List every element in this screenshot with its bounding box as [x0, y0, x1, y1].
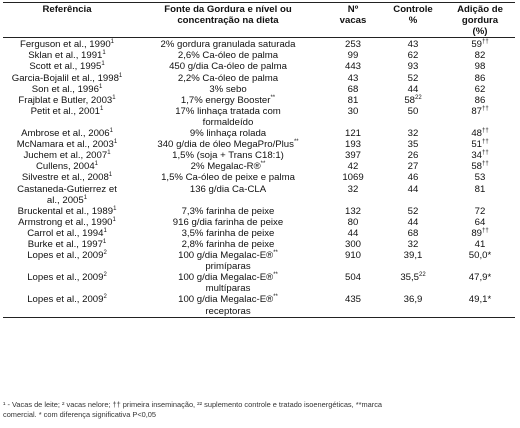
table-row: [3, 84, 515, 95]
fonte-cell: receptoras: [131, 306, 325, 318]
adicao-cell: 98: [474, 61, 486, 73]
n-vacas-cell: 504: [344, 272, 361, 284]
adicao-cell: [445, 283, 515, 294]
n-vacas-cell: 44: [347, 227, 359, 239]
table-row: [3, 128, 515, 139]
n-vacas-cell: 80: [347, 216, 359, 228]
controle-cell: $58^{22}$: [404, 94, 422, 106]
ref-cell: Ferguson et al., 1990$^1$: [19, 39, 114, 51]
footnote-line-1: ¹ - Vacas de leite; ² vacas nelore; †† primeira inseminação, ²² suplemento controle e tratado isoenergéticas, **marca: [3, 400, 383, 409]
ref-cell: Son et al., 1996$^1$: [31, 83, 103, 95]
header-referencia: Referência: [42, 4, 92, 15]
table-row: [3, 117, 515, 128]
ref-cell: Bruckental et al., 1989$^1$: [17, 205, 117, 217]
footnote-line-2: comercial. * com diferença significativa P<0,05: [3, 410, 157, 419]
fonte-cell: 7,3% farinha de peixe: [181, 205, 275, 217]
fonte-cell: 2,8% farinha de peixe: [181, 238, 275, 250]
controle-cell: 35: [407, 139, 419, 151]
table-row: [3, 61, 515, 72]
fonte-cell: [131, 195, 325, 206]
n-vacas-cell: 121: [344, 128, 361, 140]
ref-cell: Petit et al., 2001$^1$: [30, 105, 104, 117]
table-row: [3, 272, 515, 283]
table-row: [3, 306, 515, 318]
n-vacas-cell: 132: [344, 205, 361, 217]
ref-cell: Garcia-Bojalil et al., 1998$^1$: [11, 72, 123, 84]
ref-cell: Armstrong et al., 1990$^1$: [18, 216, 116, 228]
table-row: [3, 150, 515, 161]
adicao-cell: 72: [474, 205, 486, 217]
n-vacas-cell: 99: [347, 50, 359, 62]
ref-cell: Castaneda-Gutierrez et: [17, 183, 117, 195]
adicao-cell: 59††: [471, 39, 489, 51]
fonte-cell: 916 g/dia farinha de peixe: [172, 216, 284, 228]
table-row: [3, 250, 515, 261]
controle-cell: [381, 195, 445, 206]
controle-cell: [381, 261, 445, 272]
n-vacas-cell: [325, 283, 381, 294]
ref-cell: Ambrose et al., 2006$^1$: [21, 127, 113, 140]
n-vacas-cell: 43: [347, 72, 359, 84]
fonte-cell: formaldeído: [202, 116, 254, 128]
fonte-cell: 340 g/dia de óleo MegaPro/Plus**: [157, 138, 299, 151]
ref-cell: [3, 283, 131, 294]
controle-cell: 62: [407, 50, 419, 62]
fat-supplementation-table: [3, 2, 515, 318]
controle-cell: 32: [407, 238, 419, 250]
adicao-cell: 47,9*: [468, 272, 492, 284]
controle-cell: 32: [407, 128, 419, 140]
table-row: [3, 50, 515, 61]
n-vacas-cell: 32: [347, 183, 359, 195]
fonte-cell: 136 g/dia Ca-CLA: [189, 183, 267, 195]
adicao-cell: 86: [474, 94, 486, 106]
table-row: [3, 172, 515, 183]
table-row: [3, 95, 515, 106]
n-vacas-cell: 30: [347, 105, 359, 117]
ref-cell: Lopes et al., 2009$^2$: [27, 272, 107, 284]
table-row: [3, 73, 515, 84]
controle-cell: [381, 306, 445, 318]
n-vacas-cell: [325, 195, 381, 206]
header-fonte: Fonte da Gordura e nível ou concentração na dieta: [164, 4, 292, 27]
adicao-cell: [445, 261, 515, 272]
n-vacas-cell: 1069: [342, 172, 364, 184]
adicao-cell: 87††: [471, 105, 489, 117]
controle-cell: 44: [407, 183, 419, 195]
fonte-cell: 1,5% (soja + Trans C18:1): [172, 150, 284, 162]
table-row: [3, 261, 515, 272]
header-row: [3, 3, 515, 38]
adicao-cell: 48††: [471, 127, 489, 140]
controle-cell: 43: [407, 39, 419, 51]
fonte-cell: 9% linhaça rolada: [189, 128, 267, 140]
ref-cell: Silvestre et al., 2008$^1$: [21, 172, 113, 184]
n-vacas-cell: [325, 261, 381, 272]
controle-cell: 36,9: [403, 294, 423, 306]
fonte-cell: multíparas: [205, 283, 251, 295]
fonte-cell: 3,5% farinha de peixe: [181, 227, 275, 239]
n-vacas-cell: [325, 306, 381, 318]
adicao-cell: [445, 195, 515, 206]
n-vacas-cell: 435: [344, 294, 361, 306]
fonte-cell: 1,7% energy Booster**: [180, 94, 276, 106]
n-vacas-cell: 42: [347, 161, 359, 173]
table-body: [3, 38, 515, 317]
adicao-cell: 53: [474, 172, 486, 184]
ref-cell: [3, 117, 131, 128]
n-vacas-cell: 300: [344, 238, 361, 250]
controle-cell: 52: [407, 205, 419, 217]
fonte-cell: 1,5% Ca-óleo de peixe e palma: [161, 172, 295, 184]
n-vacas-cell: 68: [347, 83, 359, 95]
n-vacas-cell: 397: [344, 150, 361, 162]
fonte-cell: 3% sebo: [209, 83, 247, 95]
table-row: [3, 206, 515, 217]
table-row: [3, 294, 515, 305]
adicao-cell: 64: [474, 216, 486, 228]
controle-cell: 93: [407, 61, 419, 73]
header-n-vacas: Nº vacas: [339, 4, 367, 27]
fonte-cell: 2% gordura granulada saturada: [160, 39, 296, 51]
ref-cell: [3, 306, 131, 318]
fonte-cell: 100 g/dia Megalac-E®**: [178, 294, 278, 306]
controle-cell: [381, 117, 445, 128]
ref-cell: Lopes et al., 2009$^2$: [27, 294, 107, 306]
table-row: [3, 38, 515, 51]
ref-cell: Scott et al., 1995$^1$: [29, 61, 105, 73]
table-row: [3, 184, 515, 195]
controle-cell: 46: [407, 172, 419, 184]
fonte-cell: 2,6% Ca-óleo de palma: [177, 50, 279, 62]
fonte-cell: primíparas: [205, 261, 251, 273]
adicao-cell: 89††: [471, 227, 489, 239]
adicao-cell: 50,0*: [468, 250, 492, 262]
table-row: [3, 195, 515, 206]
header-adicao-gordura: Adição de gordura (%): [457, 4, 503, 38]
footnote: [3, 400, 515, 420]
adicao-cell: [445, 306, 515, 318]
table-row: [3, 139, 515, 150]
header-controle: Controle %: [393, 4, 433, 27]
adicao-cell: 41: [474, 238, 486, 250]
adicao-cell: 81: [474, 183, 486, 195]
controle-cell: 39,1: [403, 250, 423, 262]
fonte-cell: 2% Megalac-R®**: [190, 161, 266, 173]
table-row: [3, 283, 515, 294]
controle-cell: 68: [407, 227, 419, 239]
ref-cell: Carrol et al., 1994$^1$: [27, 227, 107, 239]
fonte-cell: 450 g/dia Ca-óleo de palma: [169, 61, 287, 73]
n-vacas-cell: 253: [344, 39, 361, 51]
adicao-cell: 82: [474, 50, 486, 62]
controle-cell: 44: [407, 83, 419, 95]
ref-cell: [3, 261, 131, 272]
adicao-cell: 62: [474, 83, 486, 95]
n-vacas-cell: 193: [344, 139, 361, 151]
ref-cell: Cullens, 2004$^1$: [35, 161, 98, 173]
adicao-cell: [445, 117, 515, 128]
controle-cell: [381, 283, 445, 294]
ref-cell: Sklan et al., 1991$^1$: [28, 50, 106, 62]
controle-cell: 27: [407, 161, 419, 173]
table-row: [3, 106, 515, 117]
fat-supplementation-table-container: [3, 2, 515, 318]
controle-cell: 50: [407, 105, 419, 117]
controle-cell: 26: [407, 150, 419, 162]
controle-cell: 52: [407, 72, 419, 84]
adicao-cell: 86: [474, 72, 486, 84]
adicao-cell: 51††: [471, 138, 489, 151]
ref-cell: Lopes et al., 2009$^2$: [27, 249, 107, 262]
fonte-cell: 100 g/dia Megalac-E®**: [178, 249, 278, 262]
ref-cell: McNamara et al., 2003$^1$: [16, 138, 118, 151]
table-row: [3, 217, 515, 228]
adicao-cell: 58††: [471, 161, 489, 173]
n-vacas-cell: 443: [344, 61, 361, 73]
ref-cell: Frajblat e Butler, 2003$^1$: [18, 94, 116, 106]
table-row: [3, 228, 515, 239]
controle-cell: 44: [407, 216, 419, 228]
fonte-cell: 2,2% Ca-óleo de palma: [177, 72, 279, 84]
ref-cell: Juchem et al., 2007$^1$: [23, 150, 111, 162]
table-row: [3, 239, 515, 250]
ref-cell: Burke et al., 1997$^1$: [27, 238, 107, 250]
n-vacas-cell: 81: [347, 94, 359, 106]
n-vacas-cell: 910: [344, 250, 361, 262]
adicao-cell: 34††: [471, 150, 489, 162]
n-vacas-cell: [325, 117, 381, 128]
fonte-cell: 100 g/dia Megalac-E®**: [178, 272, 278, 284]
ref-cell: al., 2005$^1$: [46, 194, 88, 206]
fonte-cell: 17% linhaça tratada com: [175, 105, 281, 117]
table-row: [3, 161, 515, 172]
controle-cell: 35,5$^{22}$: [400, 272, 426, 284]
adicao-cell: 49,1*: [468, 294, 492, 306]
